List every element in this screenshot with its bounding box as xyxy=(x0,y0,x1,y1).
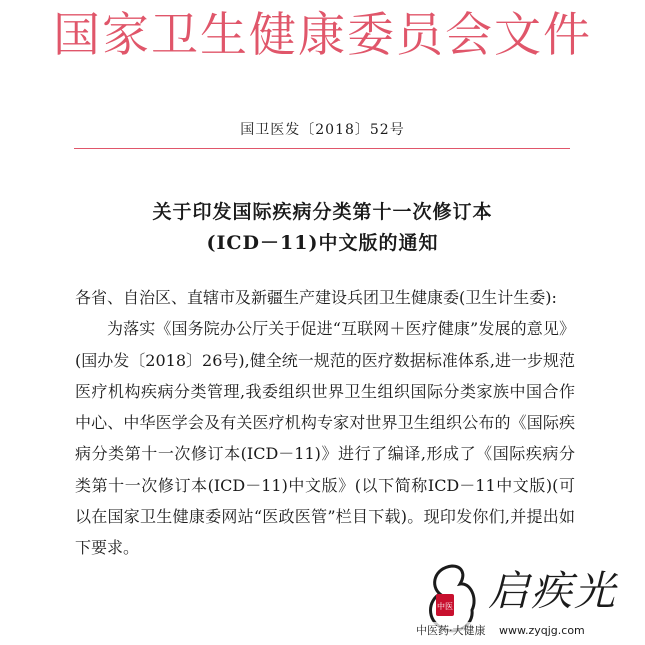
document-number: 国卫医发〔2018〕52号 xyxy=(240,122,405,138)
site-watermark xyxy=(412,552,645,645)
notice-title-line-1: 关于印发国际疾病分类第十一次修订本 xyxy=(152,201,493,223)
notice-title-line-2: (ICD－11)中文版的通知 xyxy=(206,232,439,254)
site-url: www.zyqjg.com xyxy=(499,624,585,637)
site-tagline: 中医药·大健康 xyxy=(416,624,486,637)
salutation: 各省、自治区、直辖市及新疆生产建设兵团卫生健康委(卫生计生委): xyxy=(75,288,557,307)
header-divider xyxy=(74,148,570,149)
seal-text: 中医 xyxy=(437,602,453,611)
notice-body xyxy=(75,282,575,564)
brand-logo-text: 启疾光 xyxy=(488,567,617,615)
site-strip xyxy=(416,622,642,640)
document-masthead: 国家卫生健康委员会文件 xyxy=(53,8,592,63)
body-paragraph: 为落实《国务院办公厅关于促进“互联网＋医疗健康”发展的意见》(国办发〔2018〕26号),健全统一规范的医疗数据标准体系,进一步规范医疗机构疾病分类管理,我委组织世界卫生组织国际分类家族中国合作中心、中华医学会及有关医疗机构专家对世界卫生组织公布的《国际疾病分类第十一次修订本(ICD－11)》进行了编译,形成了《国际疾病分类第十一次修订本(ICD－11)中文版》(以下简称ICD－11中文版)(可以在国家卫生健康委网站“医政医管”栏目下载)。现印发你们,并提出如下要求。 xyxy=(75,319,575,558)
